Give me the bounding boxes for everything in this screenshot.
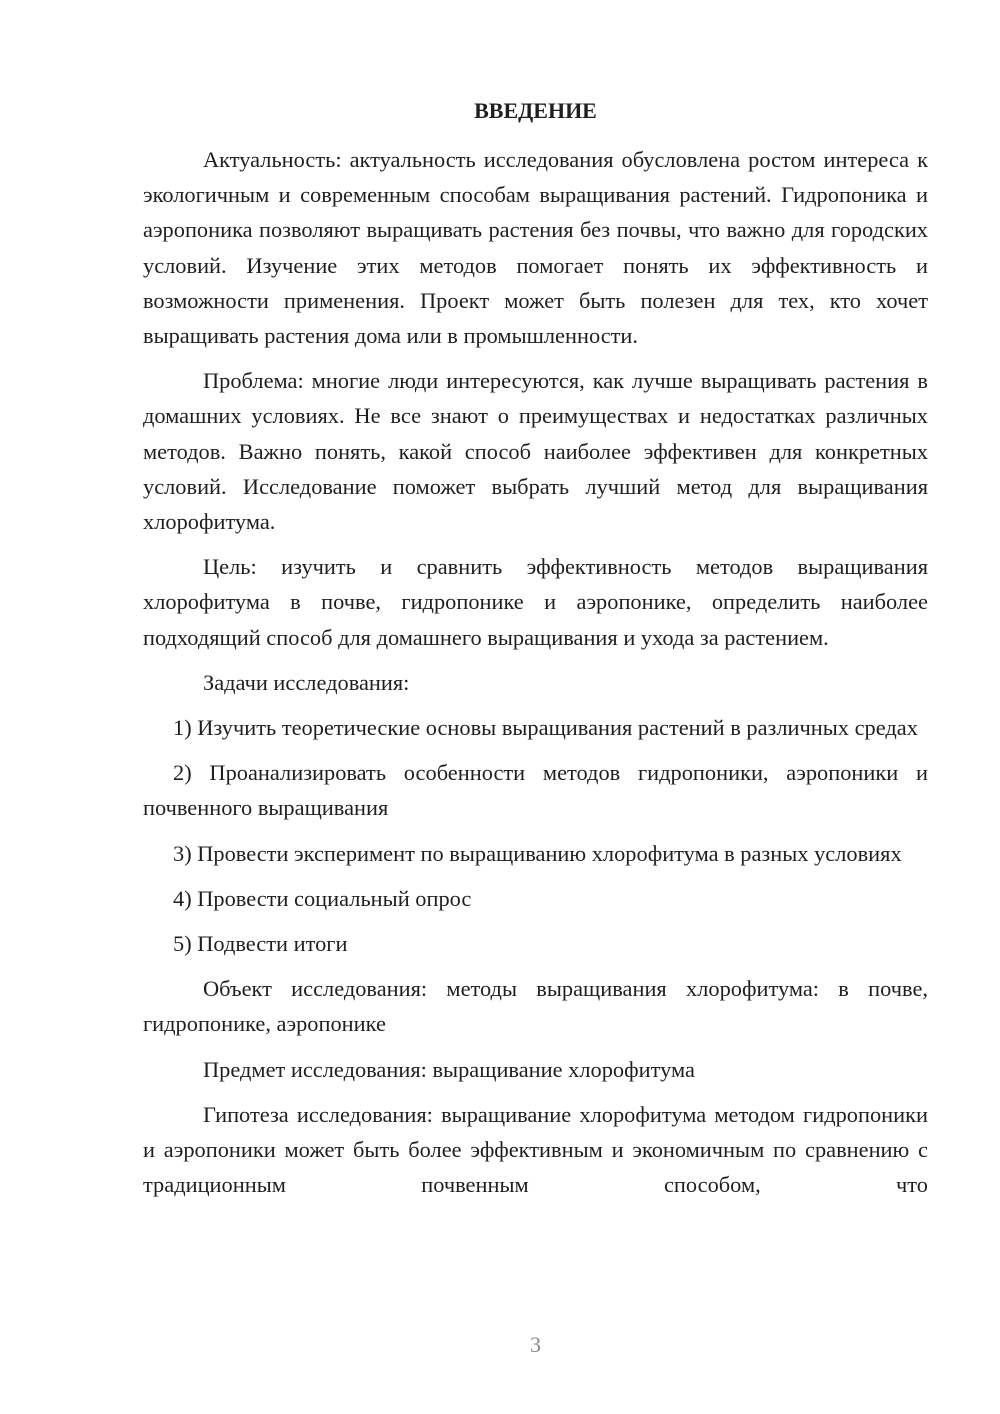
document-page — [143, 0, 928, 1414]
tasks-title: Задачи исследования: — [203, 669, 410, 695]
section-heading: ВВЕДЕНИЕ — [474, 98, 597, 123]
list-item-task-2: 2) Проанализировать особенности методов гидропоники, аэропоники и почвенного выращивания — [143, 760, 928, 821]
paragraph-relevance: Актуальность: актуальность исследования обусловлена ростом интереса к экологичным и современным способам выращивания растений. Гидропоника и аэропоника позволяют выращивать растения без почвы, что важно для городских условий. Изучение этих методов помогает понять их эффективность и возможности применения. Проект может быть полезен для тех, кто хочет выращивать растения дома или в промышленности. — [143, 147, 928, 349]
paragraph-problem: Проблема: многие люди интересуются, как лучше выращивать растения в домашних условиях. Не все знают о преимуществах и недостатках различных методов. Важно понять, какой способ наиболее эффективен для конкретных условий. Исследование поможет выбрать лучший метод для выращивания хлорофитума. — [143, 368, 928, 535]
body-text — [143, 142, 928, 1202]
page-number: 3 — [530, 1332, 541, 1357]
paragraph-object: Объект исследования: методы выращивания хлорофитума: в почве, гидропонике, аэропонике — [143, 976, 928, 1037]
list-item-task-3: 3) Провести эксперимент по выращиванию хлорофитума в разных условиях — [173, 840, 902, 866]
list-item-task-4: 4) Провести социальный опрос — [173, 885, 472, 911]
paragraph-hypothesis: Гипотеза исследования: выращивание хлорофитума методом гидропоники и аэропоники может быть более эффективным и экономичным по сравнению с традиционным почвенным способом, что — [143, 1101, 928, 1198]
list-item-task-1: 1) Изучить теоретические основы выращивания растений в различных средах — [173, 715, 918, 741]
paragraph-subject: Предмет исследования: выращивание хлорофитума — [203, 1056, 695, 1082]
list-item-task-5: 5) Подвести итоги — [173, 931, 348, 957]
paragraph-goal: Цель: изучить и сравнить эффективность методов выращивания хлорофитума в почве, гидропонике и аэропонике, определить наиболее подходящий способ для домашнего выращивания и ухода за растением. — [143, 554, 928, 650]
